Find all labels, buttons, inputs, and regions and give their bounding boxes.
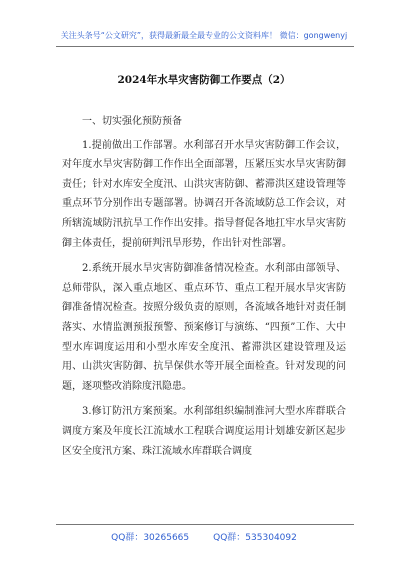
footer — [0, 530, 408, 543]
paragraph: 2.系统开展水旱灾害防御准备情况检查。水利部由部领导、总师带队，深入重点地区、重点环节、重点工程开展水旱灾害防御准备情况检查。按照分级负责的原则，各流域各地针对责任制落实、水情监测预报预警、预案修订与演练、“四预”工作、大中型水库调度运用和小型水库安全度汛、蓄滞洪区建设管理及运用、山洪灾害防御、抗旱保供水等开展全面检查。针对发现的问题，逐项整改消除度汛隐患。 — [62, 263, 346, 392]
header-divider — [56, 46, 354, 47]
paragraph: 1.提前做出工作部署。水利部召开水旱灾害防御工作会议，对年度水旱灾害防御工作作出全面部署，压紧压实水旱灾害防御责任；针对水库安全度汛、山洪灾害防御、蓄滞洪区建设管理等重点环节分别作出专题部署。协调召开各流域防总工作会议，对所辖流域防汛抗旱工作作出安排。指导督促各地扛牢水旱灾害防御主体责任，提前研判汛旱形势，作出针对性部署。 — [62, 139, 346, 249]
document-body — [62, 112, 346, 467]
header-banner: 关注头条号“公文研究”，获得最新最全最专业的公文资料库！ 微信：gongwenyj — [60, 31, 348, 40]
section-heading: 一、切实强化预防预备 — [82, 116, 182, 127]
footer-qq-group-1: QQ群：30265665 — [111, 533, 190, 543]
footer-qq-group-2: QQ群：535304092 — [213, 533, 297, 543]
footer-divider — [56, 524, 354, 525]
paragraph: 3.修订防汛方案预案。水利部组织编制淮河大型水库群联合调度方案及年度长江流域水工程联合调度运用计划雄安新区起步区安全度汛方案、珠江流域水库群联合调度 — [62, 406, 346, 457]
document-title: 2024年水旱灾害防御工作要点（2） — [117, 74, 291, 86]
